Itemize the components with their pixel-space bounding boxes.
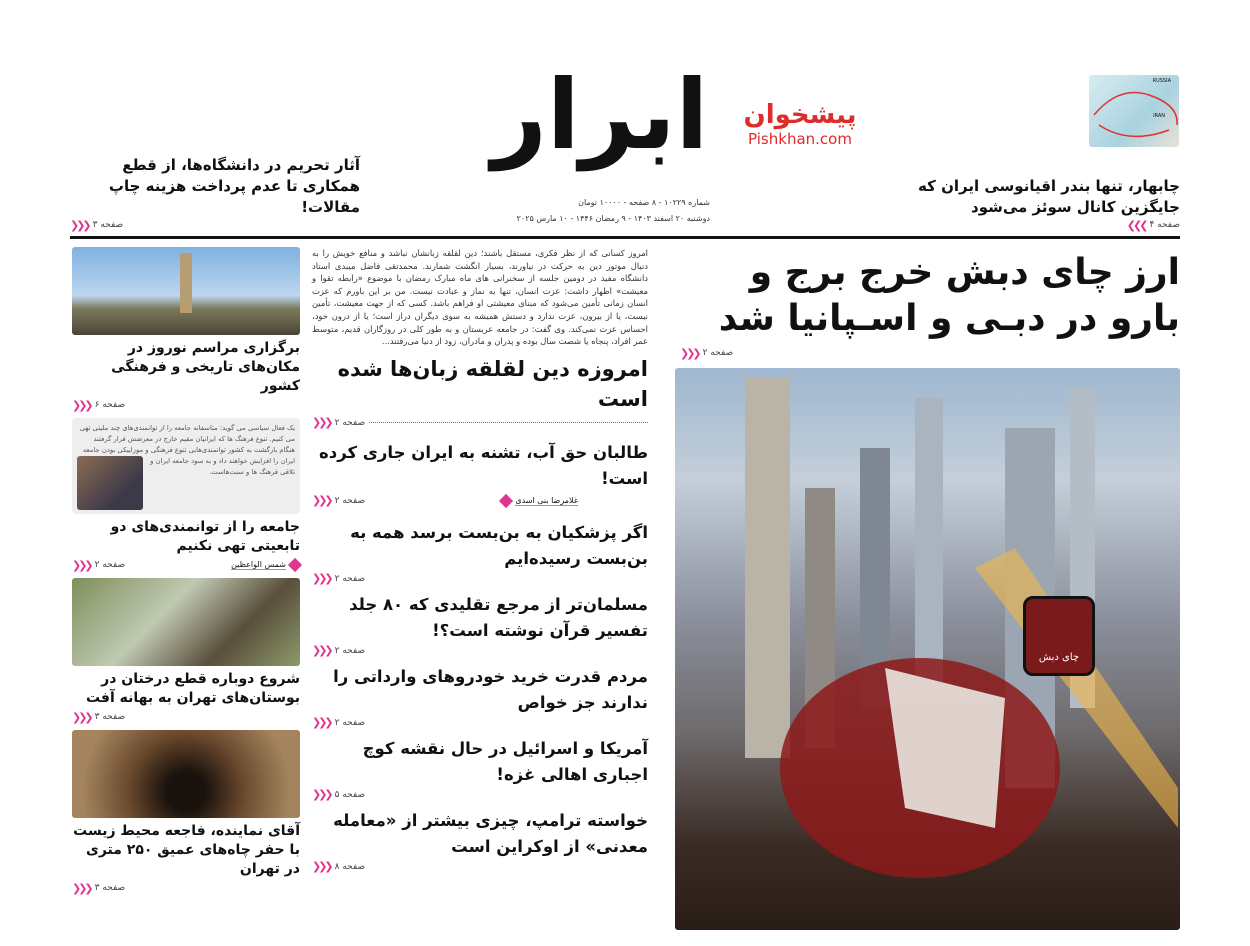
masthead-logo: ابرار [491,59,709,171]
page-ref[interactable] [70,218,360,232]
page-label: صفحه ۲ [334,495,366,506]
middle-column [312,247,648,880]
interview-summary: یک فعال سیاسی می گوید: متاسفانه جامعه را از توانمندی‌های چند ملیتی تهی می کنیم. تنوع فرهنگ ها که ایرانیان مقیم خارج در معرضش قرار گرفتند هنگام بازگشت به کشور توانمندی‌هایی تنوع فرهنگی و موزاییکی بودن جامعه ایران را افزایش خواهند داد و به سود جامعه ایران و تلاقی فرهنگ ها و سنت‌هاست. [79,424,295,476]
item-headline: مسلمان‌تر از مرجع تقلیدی که ۸۰ جلد تفسیر قرآن نوشته است؟! [349,594,648,640]
portrait-photo [77,456,143,510]
watermark-fa: پیشخوان [743,100,857,130]
page-ref[interactable] [72,881,125,895]
arrow-icon: ❮❮❮ [1126,218,1146,232]
list-item[interactable] [312,736,648,802]
list-item[interactable] [312,664,648,730]
arrow-icon: ❯❯❯ [312,716,331,730]
page-ref[interactable] [72,710,125,724]
page-label: صفحه ۵ [334,789,366,800]
arrow-icon: ❯❯❯ [312,494,331,508]
editorial-headline[interactable]: امروزه دین لقلقه زبان‌ها شده است [337,356,648,411]
pishkhan-watermark [740,100,860,148]
top-left-story [70,140,360,232]
list-item[interactable] [312,520,648,586]
left-headline[interactable]: شروع دوباره قطع درختان در بوستان‌های تهران به بهانه آفت [85,671,300,706]
watermark-en: Pishkhan.com [748,130,852,148]
lead-headline[interactable]: ارز چای دبش خرج برج و بارو در دبـی و اسـپانیا شد [718,252,1180,339]
item-headline: آمریکا و اسرائیل در حال نقشه کوچ اجباری اهالی غزه! [362,738,648,784]
issue-line: شماره ۱۰۲۲۹ - ۸ صفحه - ۱۰۰۰۰ تومان [578,198,710,207]
page-label: صفحه ۲ [334,645,366,656]
page-label: صفحه ۲ [94,560,126,570]
page-label: صفحه ۸ [334,861,366,872]
item-headline: طالبان حق آب، تشنه به ایران جاری کرده است! [319,442,648,488]
page-ref[interactable] [900,218,1180,232]
arrow-icon: ❯❯❯ [72,558,91,572]
page-label: صفحه ۶ [94,400,126,410]
lead-photo-dubai-tea [675,368,1180,930]
item-headline: خواسته ترامپ، چیزی بیشتر از «معامله معدنی» از اوکراین است [333,810,648,856]
left-headline[interactable]: آقای نماینده، فاجعه محیط زیست با حفر چاه‌های عمیق ۲۵۰ متری در تهران [73,823,300,877]
page-ref[interactable] [72,398,125,412]
page-label: صفحه ۳ [94,712,126,722]
list-item[interactable] [312,592,648,658]
left-column [72,247,300,901]
arrow-icon: ❯❯❯ [72,881,91,895]
page-ref[interactable] [680,346,1180,360]
page-label: صفحه ۲ [334,573,366,584]
map-label: RUSSIA [1152,78,1171,84]
arrow-icon: ❯❯❯ [70,218,89,232]
diamond-icon [288,558,302,572]
arrow-icon: ❯❯❯ [312,572,331,586]
arrow-icon: ❯❯❯ [72,398,91,412]
interview-box [72,418,300,514]
well-photo [72,730,300,818]
page-ref[interactable] [312,416,648,430]
arrow-icon: ❯❯❯ [680,346,699,360]
editorial-body: امروز کسانی که از نظر فکری، مستقل باشند؛ دین لقلقه زبانشان نباشد و منافع خویش را به دنبال موتور دین به حرکت در نیاورند، بسیار انگشت شمارند. محمدتقی فاضل میبدی استاد دانشگاه مفید در دومین جلسه از سخنرانی های ماه مبارک رمضان با موضوع «رابطه تقوا و معیشت» اظهار داشت: عزت انسان، تنها به نماز و عبادت نیست. من بر این باورم که عزت انسان زمانی تأمین می‌شود که مبنای معیشتی او فراهم باشد. کسی که از جهت معیشت، تأمین نیست، یا از بیرون، عزت ندارد و دستش همیشه به سوی دیگران دراز است؛ یا از درون خود، احساس عزت نمی‌کند. وی گفت: در جامعه عربستان و به طور کلی در روزگاران قدیم، متوسط عمر افراد، پنجاه یا شصت سال بوده و پدران و مادران، زود از دنیا می‌رفتند... [312,248,648,347]
page-label: صفحه ۲ [702,348,734,358]
arrow-icon: ❯❯❯ [312,860,331,874]
author-byline: شمس الواعظین [231,560,286,569]
tea-brand-badge: چای دبش [1023,596,1095,676]
item-headline: مردم قدرت خرید خودروهای وارداتی را ندارند جز خواص [333,666,648,712]
top-right-story [900,152,1180,232]
list-item[interactable] [312,440,648,514]
diamond-icon [499,494,513,508]
page-label: صفحه ۴ [1149,220,1180,230]
date-line: دوشنبه ۲۰ اسفند ۱۴۰۳ - ۹ رمضان ۱۴۴۶ - ۱۰ مارس ۲۰۲۵ [516,214,710,223]
arrow-icon: ❯❯❯ [72,710,91,724]
page-label: صفحه ۳ [94,883,126,893]
arrow-icon: ❯❯❯ [312,644,331,658]
top-left-headline[interactable]: آثار تحریم در دانشگاه‌ها، از قطع همکاری تا عدم پرداخت هزینه چاپ مقالات! [108,156,360,216]
top-right-headline[interactable]: چابهار، تنها بندر اقیانوسی ایران که جایگزین کانال سوئز می‌شود [918,177,1180,216]
page-label: صفحه ۳ [92,220,124,230]
arrow-icon: ❯❯❯ [312,788,331,802]
list-item[interactable] [312,808,648,874]
nowruz-photo [72,247,300,335]
masthead-divider [70,236,1180,239]
left-headline[interactable]: جامعه را از توانمندی‌های دو تابعیتی تهی نکنیم [110,519,300,554]
author-byline: غلامرضا بنی اسدی [515,495,578,505]
map-label: IRAN [1153,113,1165,119]
dotted-divider [369,422,648,423]
trees-photo [72,578,300,666]
map-image [1089,75,1179,147]
page-label: صفحه ۲ [334,717,366,728]
page-label: صفحه ۲ [334,417,366,428]
page-ref[interactable] [72,558,125,572]
lead-story [670,250,1180,930]
item-headline: اگر پزشکیان به بن‌بست برسد همه به بن‌بست رسیده‌ایم [350,522,648,568]
arrow-icon: ❯❯❯ [312,416,331,430]
left-headline[interactable]: برگزاری مراسم نوروز در مکان‌های تاریخی و فرهنگی کشور [111,340,300,394]
